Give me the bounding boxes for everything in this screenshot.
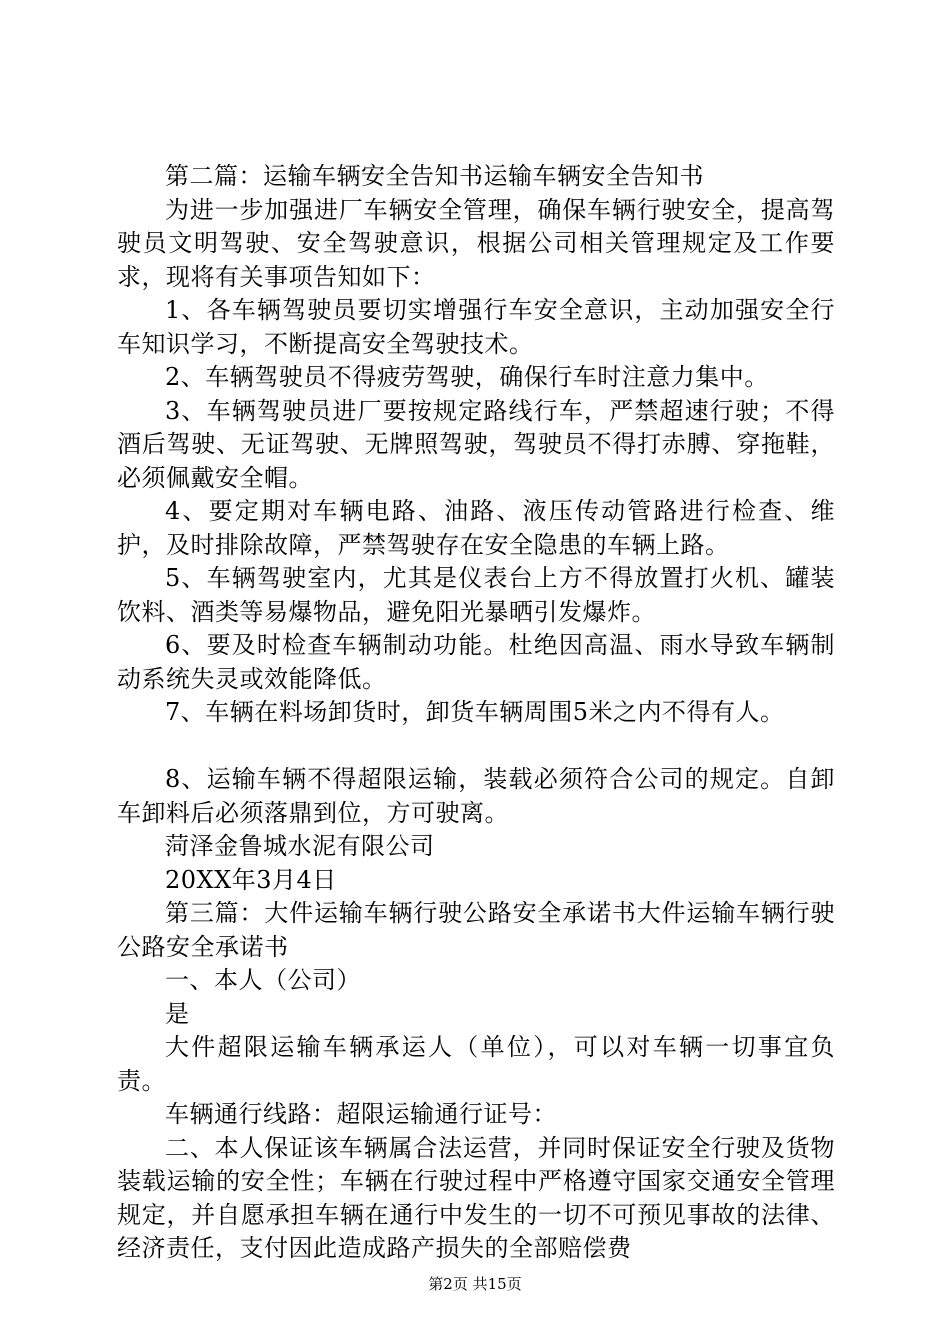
rule-item-8: 8、运输车辆不得超限运输，装载必须符合公司的规定。自卸车卸料后必须落鼎到位，方可驶离。 bbox=[117, 765, 835, 827]
section-heading-3: 第三篇：大件运输车辆行驶公路安全承诺书大件运输车辆行驶公路安全承诺书 bbox=[117, 899, 835, 961]
commitment-item-2: 二、本人保证该车辆属合法运营，并同时保证安全行驶及货物装载运输的安全性；车辆在行驶过程中严格遵守国家交通安全管理规定，并自愿承担车辆在通行中发生的一切不可预见事故的法律、经济责任，支付因此造成路产损失的全部赔偿费 bbox=[117, 1133, 835, 1262]
commitment-fill-is: 是 bbox=[165, 999, 190, 1028]
rule-item-6: 6、要及时检查车辆制动功能。杜绝因高温、雨水导致车辆制动系统失灵或效能降低。 bbox=[117, 631, 835, 693]
document-body bbox=[117, 160, 835, 1266]
intro-paragraph: 为进一步加强进厂车辆安全管理，确保车辆行驶安全，提高驾驶员文明驾驶、安全驾驶意识，根据公司相关管理规定及工作要求，现将有关事项告知如下： bbox=[117, 195, 835, 291]
rule-item-3: 3、车辆驾驶员进厂要按规定路线行车，严禁超速行驶；不得酒后驾驶、无证驾驶、无牌照驾驶，驾驶员不得打赤膊、穿拖鞋，必须佩戴安全帽。 bbox=[117, 396, 835, 492]
rule-item-5: 5、车辆驾驶室内，尤其是仪表台上方不得放置打火机、罐装饮料、酒类等易爆物品，避免阳光暴晒引发爆炸。 bbox=[117, 564, 835, 626]
carrier-statement: 大件超限运输车辆承运人（单位），可以对车辆一切事宜负责。 bbox=[117, 1033, 835, 1095]
rule-item-2: 2、车辆驾驶员不得疲劳驾驶，确保行车时注意力集中。 bbox=[165, 363, 769, 391]
document-date: 20XX年3月4日 bbox=[165, 865, 337, 894]
rule-item-7: 7、车辆在料场卸货时，卸货车辆周围5米之内不得有人。 bbox=[165, 698, 785, 726]
page-number-footer: 第2页 共15页 bbox=[428, 1275, 522, 1293]
company-name: 菏泽金鲁城水泥有限公司 bbox=[165, 832, 435, 860]
section-heading-2: 第二篇：运输车辆安全告知书运输车辆安全告知书 bbox=[165, 162, 704, 190]
rule-item-4: 4、要定期对车辆电路、油路、液压传动管路进行检查、维护，及时排除故障，严禁驾驶存在安全隐患的车辆上路。 bbox=[117, 497, 835, 559]
commitment-item-1: 一、本人（公司） bbox=[165, 966, 361, 994]
rule-item-1: 1、各车辆驾驶员要切实增强行车安全意识，主动加强安全行车知识学习，不断提高安全驾驶技术。 bbox=[117, 296, 835, 358]
route-permit-line: 车辆通行线路：超限运输通行证号： bbox=[165, 1100, 557, 1128]
